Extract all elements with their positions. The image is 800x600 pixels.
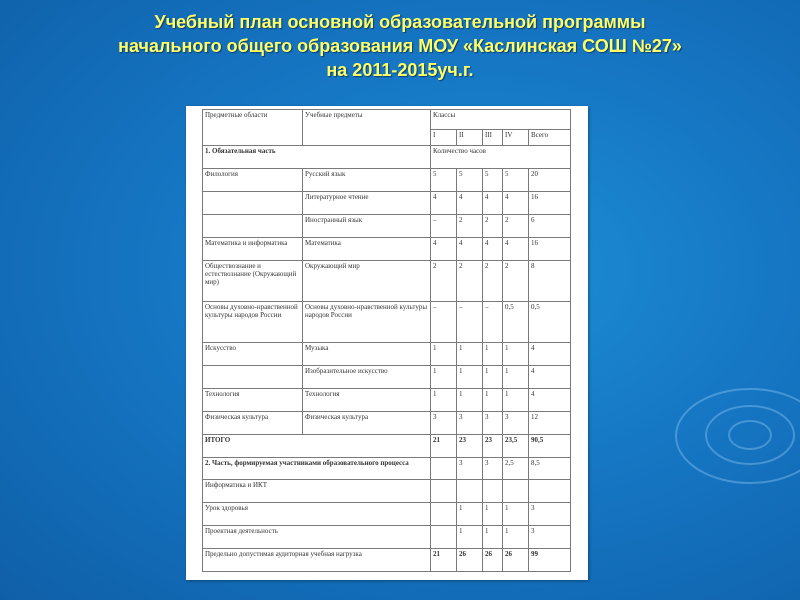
hours-cell: 4 bbox=[431, 238, 457, 261]
grade-4: IV bbox=[503, 130, 529, 146]
table-row bbox=[203, 261, 571, 302]
area-cell: Физическая культура bbox=[203, 412, 303, 435]
area-cell: Проектная деятельность bbox=[203, 526, 431, 549]
hours-cell bbox=[503, 480, 529, 503]
max-load-value: 26 bbox=[457, 549, 483, 572]
header-subject: Учебные предметы bbox=[303, 110, 431, 146]
hours-cell: 1 bbox=[483, 366, 503, 389]
subject-cell: Математика bbox=[303, 238, 431, 261]
subject-cell: Литературное чтение bbox=[303, 192, 431, 215]
total-cell: 16 bbox=[529, 238, 571, 261]
hours-cell: 1 bbox=[483, 503, 503, 526]
hours-cell: 1 bbox=[457, 503, 483, 526]
hours-cell: 1 bbox=[457, 389, 483, 412]
hours-cell: 2 bbox=[457, 261, 483, 302]
section-2-value bbox=[431, 458, 457, 480]
section-2-value: 2,5 bbox=[503, 458, 529, 480]
total-cell: 0,5 bbox=[529, 302, 571, 343]
table-row bbox=[203, 169, 571, 192]
title-line-3: на 2011-2015уч.г. bbox=[326, 60, 474, 80]
hours-cell: 1 bbox=[503, 343, 529, 366]
hours-cell bbox=[431, 503, 457, 526]
table-row bbox=[203, 366, 571, 389]
area-cell bbox=[203, 215, 303, 238]
title-line-2: начального общего образования МОУ «Каслинская СОШ №27» bbox=[118, 36, 682, 56]
header-area: Предметные области bbox=[203, 110, 303, 146]
hours-cell: 2 bbox=[457, 215, 483, 238]
hours-cell bbox=[431, 480, 457, 503]
title-line-1: Учебный план основной образовательной программы bbox=[154, 12, 646, 32]
hours-cell: 1 bbox=[431, 366, 457, 389]
hours-cell: 4 bbox=[503, 192, 529, 215]
section-1-hours-label: Количество часов bbox=[431, 146, 571, 169]
hours-cell: 4 bbox=[457, 192, 483, 215]
hours-cell: – bbox=[431, 215, 457, 238]
subject-cell: Русский язык bbox=[303, 169, 431, 192]
hours-cell: 1 bbox=[483, 389, 503, 412]
hours-cell: 3 bbox=[457, 412, 483, 435]
hours-cell bbox=[431, 526, 457, 549]
area-cell bbox=[203, 192, 303, 215]
hours-cell: 1 bbox=[457, 343, 483, 366]
subject-cell: Изобразительное искусство bbox=[303, 366, 431, 389]
hours-cell: 2 bbox=[483, 215, 503, 238]
area-cell: Искусство bbox=[203, 343, 303, 366]
curriculum-table bbox=[202, 109, 571, 572]
area-cell: Обществознание и естествознание (Окружающий мир) bbox=[203, 261, 303, 302]
table-row bbox=[203, 192, 571, 215]
total-cell: 20 bbox=[529, 169, 571, 192]
section-1-title: 1. Обязательная часть bbox=[203, 146, 431, 169]
hours-cell: 1 bbox=[483, 526, 503, 549]
total-cell: 8 bbox=[529, 261, 571, 302]
hours-cell: 1 bbox=[503, 366, 529, 389]
hours-cell: 5 bbox=[503, 169, 529, 192]
hours-cell: 1 bbox=[503, 526, 529, 549]
itogo-value: 23 bbox=[457, 435, 483, 458]
max-load-label: Предельно допустимая аудиторная учебная нагрузка bbox=[203, 549, 431, 572]
table-row bbox=[203, 503, 571, 526]
hours-cell: 1 bbox=[431, 343, 457, 366]
hours-cell: 4 bbox=[457, 238, 483, 261]
hours-cell bbox=[457, 480, 483, 503]
grade-1: I bbox=[431, 130, 457, 146]
table-row bbox=[203, 526, 571, 549]
hours-cell: 3 bbox=[503, 412, 529, 435]
subject-cell: Технология bbox=[303, 389, 431, 412]
table-row bbox=[203, 215, 571, 238]
table-row bbox=[203, 412, 571, 435]
water-ripple-decoration bbox=[675, 388, 800, 484]
section-2-title: 2. Часть, формируемая участниками образовательного процесса bbox=[203, 458, 431, 480]
itogo-row bbox=[203, 435, 571, 458]
curriculum-table-image bbox=[186, 106, 588, 580]
area-cell: Математика и информатика bbox=[203, 238, 303, 261]
itogo-value: 23 bbox=[483, 435, 503, 458]
hours-cell bbox=[483, 480, 503, 503]
hours-cell: 2 bbox=[503, 261, 529, 302]
header-classes: Классы bbox=[431, 110, 571, 130]
hours-cell: 4 bbox=[483, 238, 503, 261]
total-cell: 4 bbox=[529, 389, 571, 412]
area-cell: Информатика и ИКТ bbox=[203, 480, 431, 503]
hours-cell: 1 bbox=[503, 389, 529, 412]
section-2-total: 8,5 bbox=[529, 458, 571, 480]
area-cell: Урок здоровья bbox=[203, 503, 431, 526]
section-2-row bbox=[203, 458, 571, 480]
grade-total: Всего bbox=[529, 130, 571, 146]
area-cell: Основы духовно-нравственной культуры народов России bbox=[203, 302, 303, 343]
subject-cell: Физическая культура bbox=[303, 412, 431, 435]
subject-cell: Основы духовно-нравственной культуры народов России bbox=[303, 302, 431, 343]
total-cell: 4 bbox=[529, 343, 571, 366]
total-cell: 3 bbox=[529, 503, 571, 526]
max-load-row bbox=[203, 549, 571, 572]
max-load-total: 99 bbox=[529, 549, 571, 572]
itogo-total: 90,5 bbox=[529, 435, 571, 458]
section-1-row bbox=[203, 146, 571, 169]
itogo-value: 21 bbox=[431, 435, 457, 458]
hours-cell: 2 bbox=[483, 261, 503, 302]
section-2-value: 3 bbox=[483, 458, 503, 480]
hours-cell: – bbox=[457, 302, 483, 343]
grade-3: III bbox=[483, 130, 503, 146]
max-load-value: 26 bbox=[483, 549, 503, 572]
hours-cell: 1 bbox=[457, 366, 483, 389]
hours-cell: 3 bbox=[431, 412, 457, 435]
hours-cell: 1 bbox=[457, 526, 483, 549]
hours-cell: 1 bbox=[483, 343, 503, 366]
hours-cell: 2 bbox=[431, 261, 457, 302]
table-row bbox=[203, 238, 571, 261]
table-row bbox=[203, 480, 571, 503]
max-load-value: 26 bbox=[503, 549, 529, 572]
hours-cell: 5 bbox=[483, 169, 503, 192]
section-2-value: 3 bbox=[457, 458, 483, 480]
hours-cell: 0,5 bbox=[503, 302, 529, 343]
max-load-value: 21 bbox=[431, 549, 457, 572]
total-cell: 12 bbox=[529, 412, 571, 435]
total-cell bbox=[529, 480, 571, 503]
subject-cell: Иностранный язык bbox=[303, 215, 431, 238]
itogo-value: 23,5 bbox=[503, 435, 529, 458]
grade-2: II bbox=[457, 130, 483, 146]
hours-cell: 5 bbox=[431, 169, 457, 192]
hours-cell: 4 bbox=[431, 192, 457, 215]
table-row bbox=[203, 389, 571, 412]
area-cell: Филология bbox=[203, 169, 303, 192]
subject-cell: Музыка bbox=[303, 343, 431, 366]
total-cell: 6 bbox=[529, 215, 571, 238]
slide-title bbox=[0, 10, 800, 82]
total-cell: 16 bbox=[529, 192, 571, 215]
hours-cell: 1 bbox=[431, 389, 457, 412]
table-row bbox=[203, 343, 571, 366]
hours-cell: 5 bbox=[457, 169, 483, 192]
itogo-label: ИТОГО bbox=[203, 435, 431, 458]
hours-cell: – bbox=[431, 302, 457, 343]
area-cell: Технология bbox=[203, 389, 303, 412]
hours-cell: 3 bbox=[483, 412, 503, 435]
hours-cell: 4 bbox=[483, 192, 503, 215]
total-cell: 4 bbox=[529, 366, 571, 389]
hours-cell: 2 bbox=[503, 215, 529, 238]
table-row bbox=[203, 302, 571, 343]
hours-cell: – bbox=[483, 302, 503, 343]
total-cell: 3 bbox=[529, 526, 571, 549]
subject-cell: Окружающий мир bbox=[303, 261, 431, 302]
hours-cell: 1 bbox=[503, 503, 529, 526]
hours-cell: 4 bbox=[503, 238, 529, 261]
area-cell bbox=[203, 366, 303, 389]
header-row bbox=[203, 110, 571, 130]
